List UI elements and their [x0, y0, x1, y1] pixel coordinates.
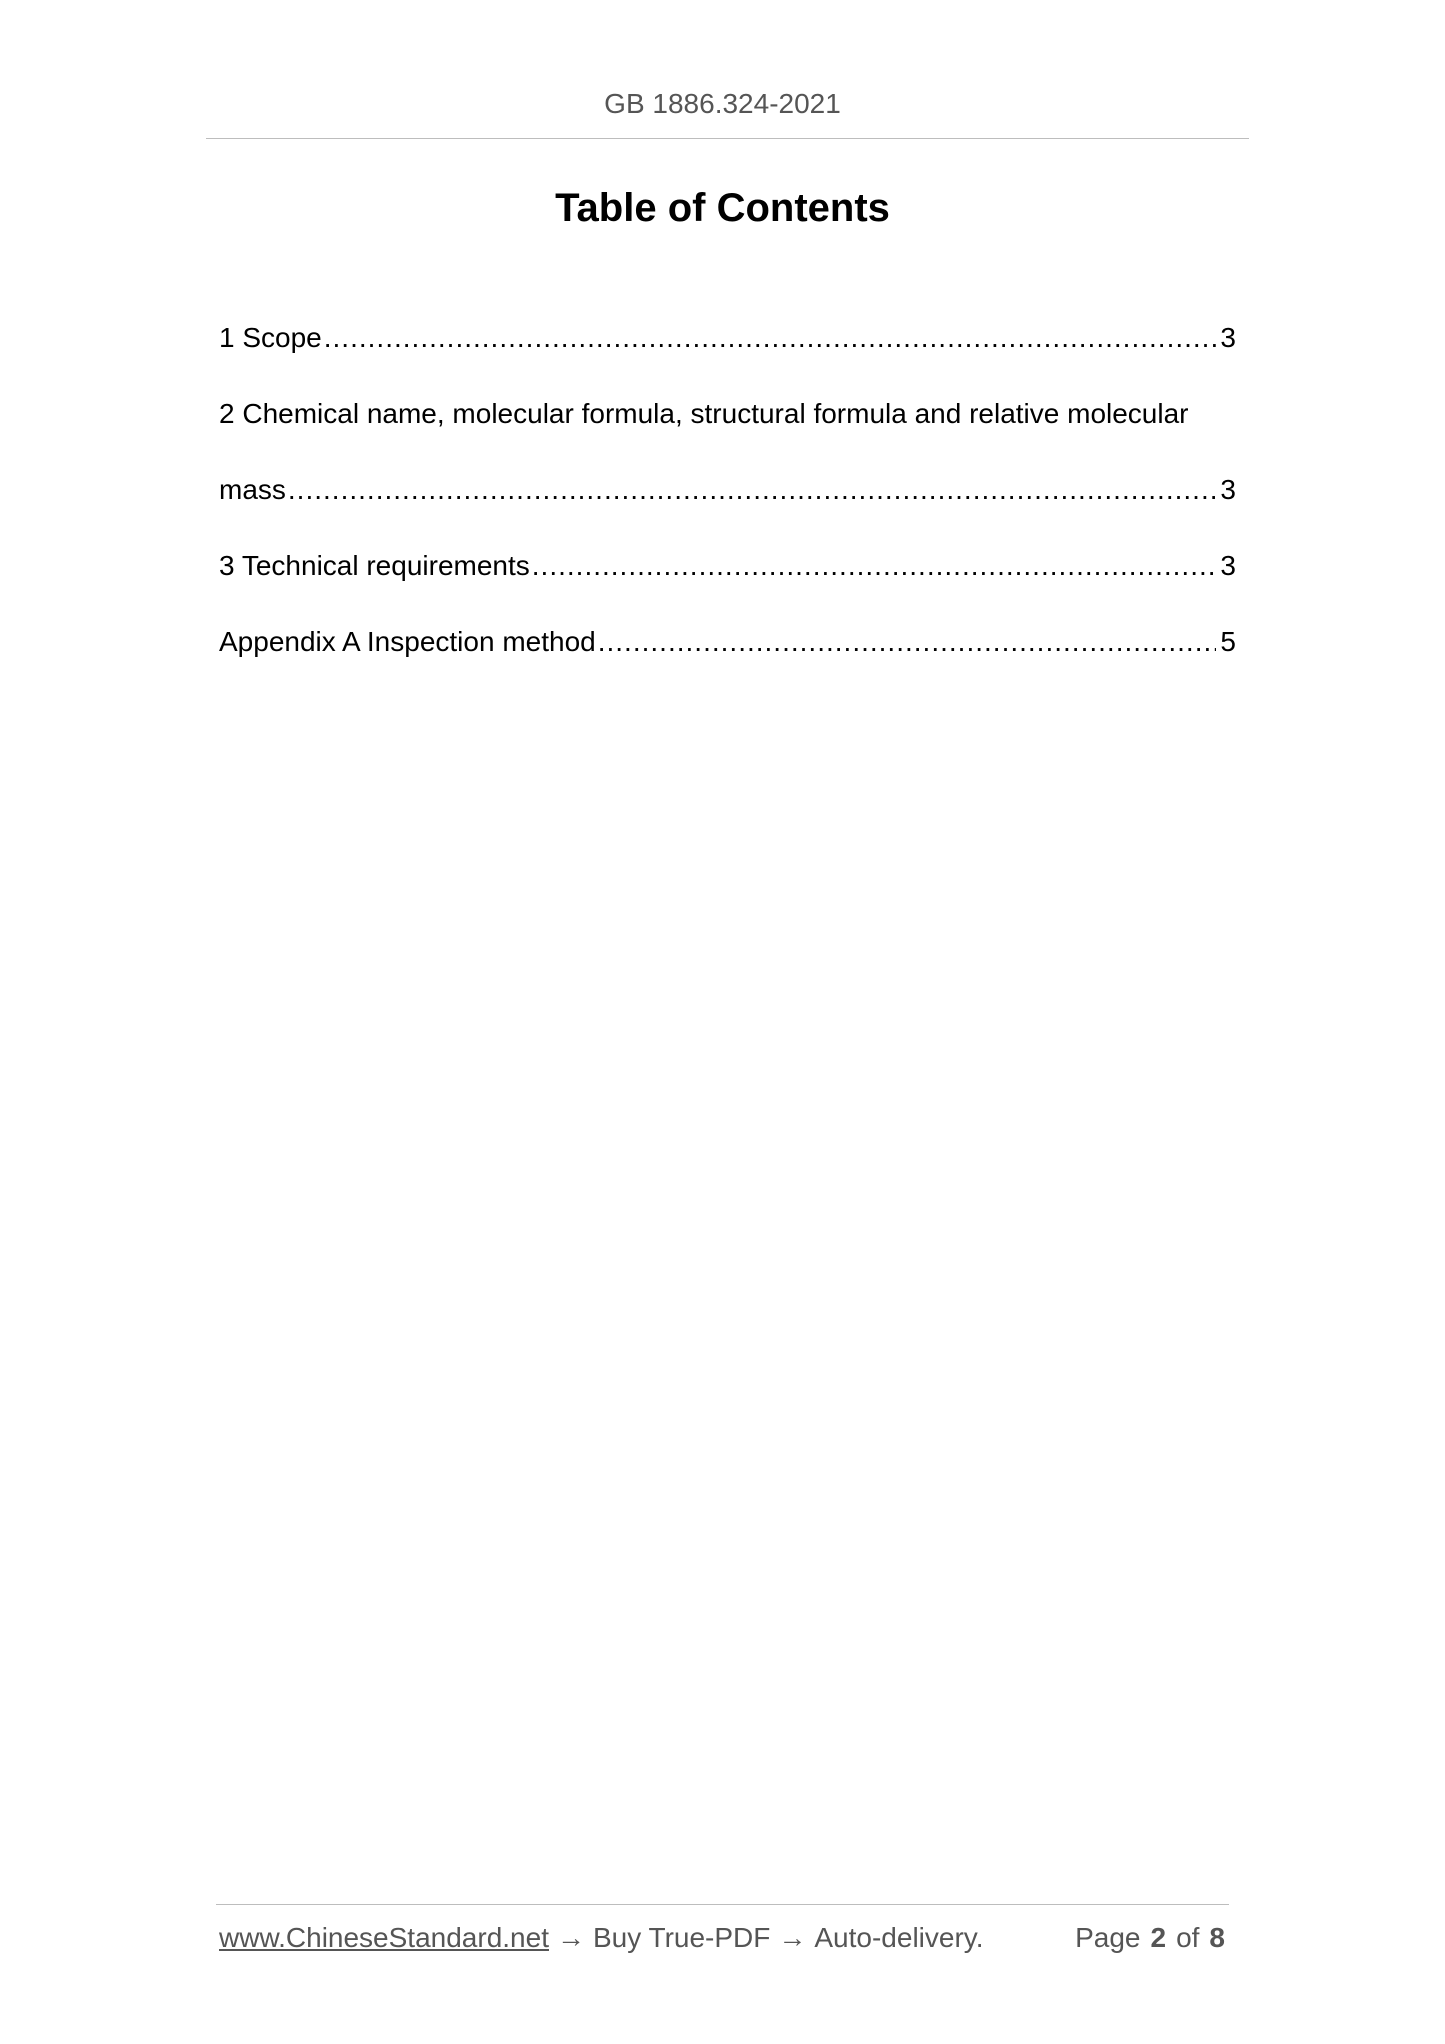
toc-title: Table of Contents — [555, 186, 890, 230]
toc-entry-label: 1 Scope — [219, 322, 322, 353]
toc-entry-scope[interactable] — [219, 300, 1236, 376]
buy-text: Buy True-PDF — [592, 1922, 771, 1953]
toc-entry-label: 3 Technical requirements — [219, 550, 530, 581]
table-of-contents — [219, 300, 1236, 680]
running-header: GB 1886.324-2021 — [604, 88, 841, 119]
dot-leader — [324, 300, 1217, 376]
toc-entry-chemical-name[interactable] — [219, 376, 1236, 452]
toc-entry-appendix-a[interactable] — [219, 604, 1236, 680]
toc-entry-page: 5 — [1220, 626, 1236, 657]
page-word: Page — [1075, 1922, 1141, 1953]
toc-entry-page: 3 — [1220, 322, 1236, 353]
arrow-right-icon: → — [778, 1922, 807, 1953]
delivery-text: Auto-delivery. — [814, 1922, 984, 1953]
toc-entry-label: Appendix A Inspection method — [219, 626, 596, 657]
toc-entry-technical-requirements[interactable] — [219, 528, 1236, 604]
total-pages-number: 8 — [1209, 1922, 1225, 1953]
header-divider — [206, 138, 1249, 139]
toc-entry-label: 2 Chemical name, molecular formula, structural formula and relative molecular — [219, 398, 1189, 429]
dot-leader — [598, 604, 1217, 680]
footer-promo — [219, 1922, 983, 1954]
dot-leader — [288, 452, 1217, 528]
website-link[interactable]: www.ChineseStandard.net — [219, 1922, 549, 1953]
toc-entry-page: 3 — [1220, 474, 1236, 505]
dot-leader — [532, 528, 1217, 604]
toc-entry-chemical-name-continued[interactable] — [219, 452, 1236, 528]
toc-entry-label: mass — [219, 474, 286, 505]
current-page-number: 2 — [1150, 1922, 1167, 1953]
arrow-right-icon: → — [556, 1922, 585, 1953]
of-word: of — [1176, 1922, 1200, 1953]
footer-divider — [216, 1904, 1229, 1905]
page-indicator — [1075, 1922, 1225, 1954]
toc-entry-page: 3 — [1220, 550, 1236, 581]
